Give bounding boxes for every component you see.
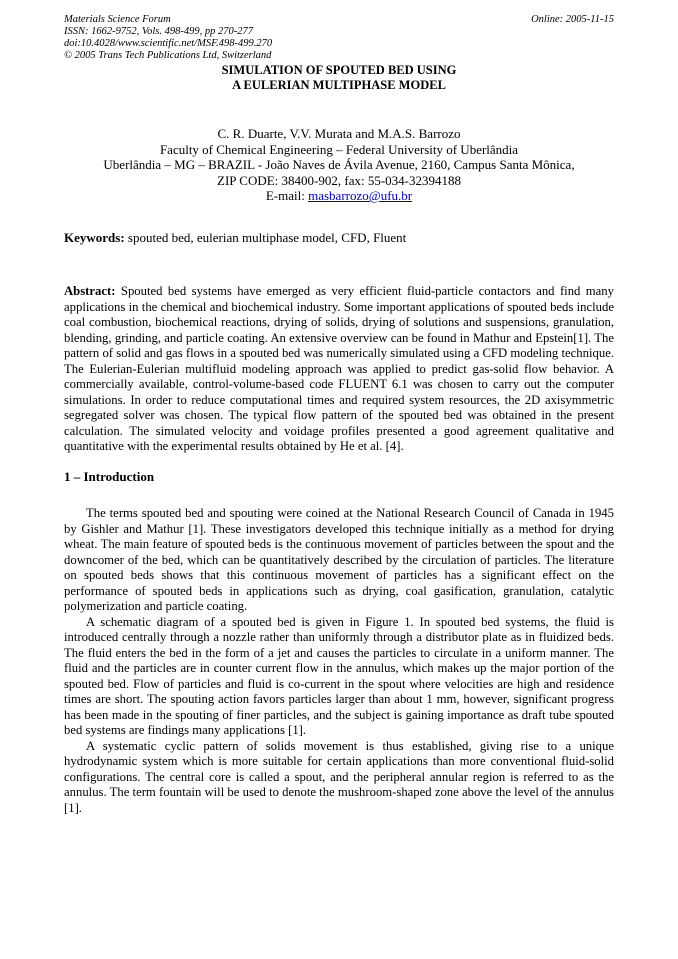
intro-paragraph-2: A schematic diagram of a spouted bed is given in Figure 1. In spouted bed systems, the fluid is introduced centrally through a nozzle rather than uniformly through a distributor plate as in fluidized beds. The fluid enters the bed in the form of a jet and causes the particles to circulate in a uniform manner. The fluid and the particles are in counter current flow in the annulus, which makes up the major portion of the spouted bed. Flow of particles and fluid is co-current in the spout where velocities are high and residence times are short. The spouting action favors particles larger than about 1 mm, however, significant progress has been made in the spouting of finer particles, and the subject is gaining importance as draft tube spouted bed systems are findings many applications [1]. (64, 614, 614, 737)
author-affiliation: Faculty of Chemical Engineering – Federal University of Uberlândia (159, 141, 519, 157)
section-heading-introduction: 1 – Introduction (64, 468, 155, 484)
email-label: E-mail: (265, 188, 309, 203)
keywords-label: Keywords: (64, 229, 125, 245)
paper-page (64, 14, 614, 816)
author-zip-fax: ZIP CODE: 38400-902, fax: 55-034-32394188 (217, 172, 461, 188)
email-link[interactable]: masbarrozo@ufu.br (308, 188, 413, 203)
abstract-section (64, 284, 614, 455)
online-date: Online: 2005-11-15 (531, 14, 614, 25)
issn-line: ISSN: 1662-9752, Vols. 498-499, pp 270-277 (64, 26, 253, 37)
author-email-line (64, 188, 614, 204)
abstract-text: Spouted bed systems have emerged as very efficient fluid-particle contactors and find many applications in the chemical and biochemical industry. Some important applications of spouted beds include coal combustion, biochemical reactions, drying of solids, drying of solutions and suspensions, granulation, blending, grinding, and particle coating. An extensive overview can be found in Mathur and Epstein[1]. The pattern of solid and gas flows in a spouted bed was numerically simulated using a CFD modeling technique. The Eulerian-Eulerian multifluid modeling approach was applied to predict gas-solid flow behavior. A commercially available, control-volume-based code FLUENT 6.1 was chosen to carry out the computer simulations. In order to reduce computational times and required system resources, the 2D axisymmetric segregated solver was chosen. The typical flow pattern of the spouted bed was obtained in the present calculation. The simulated velocity and voidage profiles presented a good agreement qualitative and quantitative with the experimental results obtained by He et al. [4]. (64, 284, 614, 453)
paper-title (64, 63, 614, 93)
intro-paragraph-3: A systematic cyclic pattern of solids movement is thus established, giving rise to a unique hydrodynamic system which is more suitable for certain applications than more conventional fluid-solid configurations. The central core is called a spout, and the peripheral annular region is referred to as the annulus. The term fountain will be used to denote the mushroom-shaped zone above the level of the annulus [1]. (64, 738, 614, 815)
abstract-label: Abstract: (64, 284, 116, 298)
author-names: C. R. Duarte, V.V. Murata and M.A.S. Barrozo (217, 126, 461, 141)
author-address: Uberlândia – MG – BRAZIL - João Naves de Ávila Avenue, 2160, Campus Santa Mônica, (103, 157, 575, 172)
journal-name: Materials Science Forum (64, 14, 171, 25)
doi-line: doi:10.4028/www.scientific.net/MSF.498-499.270 (64, 38, 273, 49)
intro-paragraph-1: The terms spouted bed and spouting were coined at the National Research Council of Canada in 1945 by Gishler and Mathur [1]. These investigators developed this technique initially as a method for drying wheat. The main feature of spouted beds is the continuous movement of particles between the spout and the downcomer of the bed, which can be quantitatively described by the circulation of particles. The literature on spouted beds shows that this continuous movement of particles has a significant effect on the performance of spouted beds in applications such as drying, coal gasification, granulation, catalytic polymerization and particle coating. (64, 506, 614, 613)
author-block (64, 126, 614, 204)
keywords-text: spouted bed, eulerian multiphase model, CFD, Fluent (124, 229, 407, 245)
copyright-line: © 2005 Trans Tech Publications Ltd, Switzerland (64, 50, 272, 61)
title-line-1: SIMULATION OF SPOUTED BED USING (221, 63, 457, 77)
title-line-2: A EULERIAN MULTIPHASE MODEL (232, 78, 446, 92)
journal-header (64, 14, 614, 62)
keywords-section (64, 230, 614, 246)
